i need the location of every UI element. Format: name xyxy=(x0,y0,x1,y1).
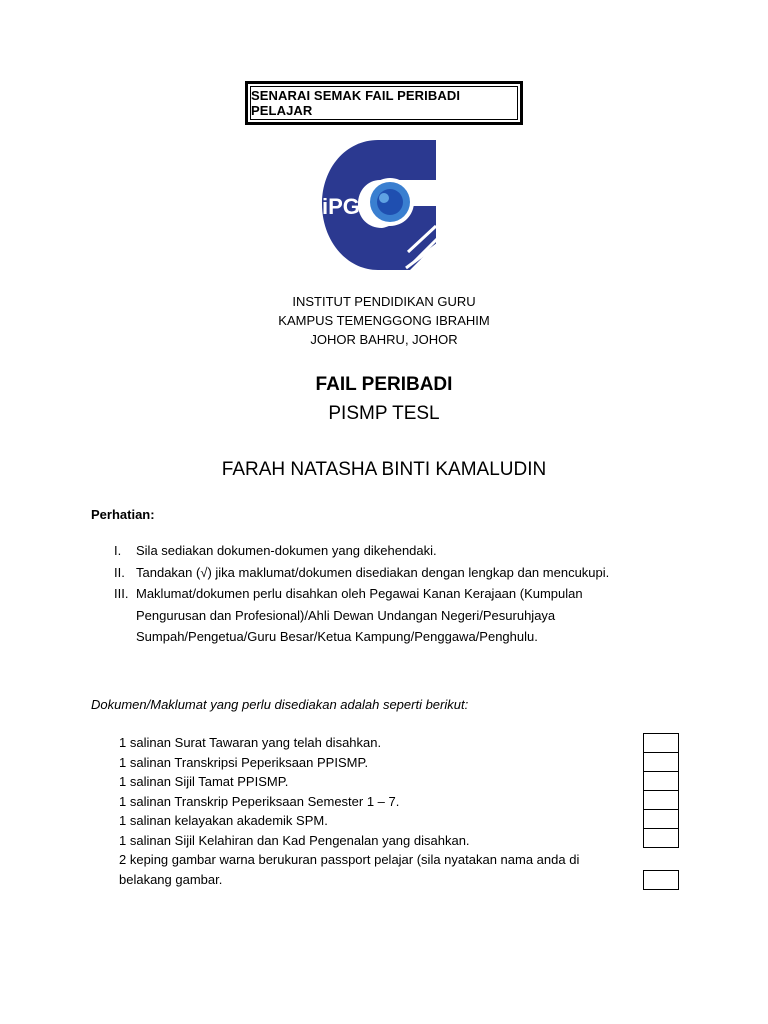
institution-line-2: KAMPUS TEMENGGONG IBRAHIM xyxy=(278,313,490,328)
note-text xyxy=(136,583,651,648)
document-item: 1 salinan Sijil Kelahiran dan Kad Pengenalan yang disahkan. xyxy=(119,832,470,848)
logo-text: iPG xyxy=(322,194,360,219)
note-number: III. xyxy=(114,586,129,601)
document-item: 1 salinan Transkrip Peperiksaan Semester 1 – 7. xyxy=(119,793,400,809)
checkbox-column xyxy=(643,733,679,848)
note-text: Sila sediakan dokumen-dokumen yang dikehendaki. xyxy=(136,543,437,558)
ipg-logo xyxy=(318,134,442,274)
note-number: II. xyxy=(114,564,125,580)
document-item: 1 salinan kelayakan akademik SPM. xyxy=(119,813,328,828)
ipg-logo-graphic xyxy=(318,134,442,274)
note-text-line: Maklumat/dokumen perlu disahkan oleh Pegawai Kanan Kerajaan (Kumpulan xyxy=(136,586,583,601)
checkbox-surat-tawaran[interactable] xyxy=(643,733,679,753)
document-item: 1 salinan Transkripsi Peperiksaan PPISMP. xyxy=(119,754,369,770)
document-item: 1 salinan Surat Tawaran yang telah disahkan. xyxy=(119,735,382,750)
checkbox-sijil-kelahiran[interactable] xyxy=(643,828,679,848)
checkbox-transkripsi-ppismp[interactable] xyxy=(643,752,679,772)
file-title: FAIL PERIBADI xyxy=(315,374,453,395)
note-number: I. xyxy=(114,543,122,558)
note-text-line: Pengurusan dan Profesional)/Ahli Dewan Undangan Negeri/Pesuruhjaya xyxy=(136,607,556,623)
header-title: SENARAI SEMAK FAIL PERIBADI PELAJAR xyxy=(250,86,518,120)
note-text: Tandakan (√) jika maklumat/dokumen disediakan dengan lengkap dan mencukupi. xyxy=(136,564,610,580)
checkbox-transkrip-semester[interactable] xyxy=(643,790,679,810)
note-item xyxy=(91,540,651,562)
institution-line-1: INSTITUT PENDIDIKAN GURU xyxy=(292,294,476,309)
documents-list xyxy=(119,733,629,889)
notes-heading: Perhatian: xyxy=(91,507,155,522)
checkbox-sijil-tamat[interactable] xyxy=(643,771,679,791)
documents-intro: Dokumen/Maklumat yang perlu disediakan adalah seperti berikut: xyxy=(91,697,469,712)
document-item: belakang gambar. xyxy=(119,871,223,887)
checkbox-gambar[interactable] xyxy=(643,870,679,890)
note-item xyxy=(91,583,651,648)
document-item: 2 keping gambar warna berukuran passport pelajar (sila nyatakan nama anda di xyxy=(119,852,580,867)
note-text-line: Sumpah/Pengetua/Guru Besar/Ketua Kampung/Penggawa/Penghulu. xyxy=(136,629,538,644)
student-name: FARAH NATASHA BINTI KAMALUDIN xyxy=(221,459,547,480)
program-name: PISMP TESL xyxy=(328,403,440,424)
notes-list xyxy=(91,540,651,648)
checkbox-kelayakan-spm[interactable] xyxy=(643,809,679,829)
header-title-box xyxy=(245,81,523,125)
note-item xyxy=(91,562,651,584)
document-item: 1 salinan Sijil Tamat PPISMP. xyxy=(119,774,289,789)
institution-line-3: JOHOR BAHRU, JOHOR xyxy=(310,332,458,347)
